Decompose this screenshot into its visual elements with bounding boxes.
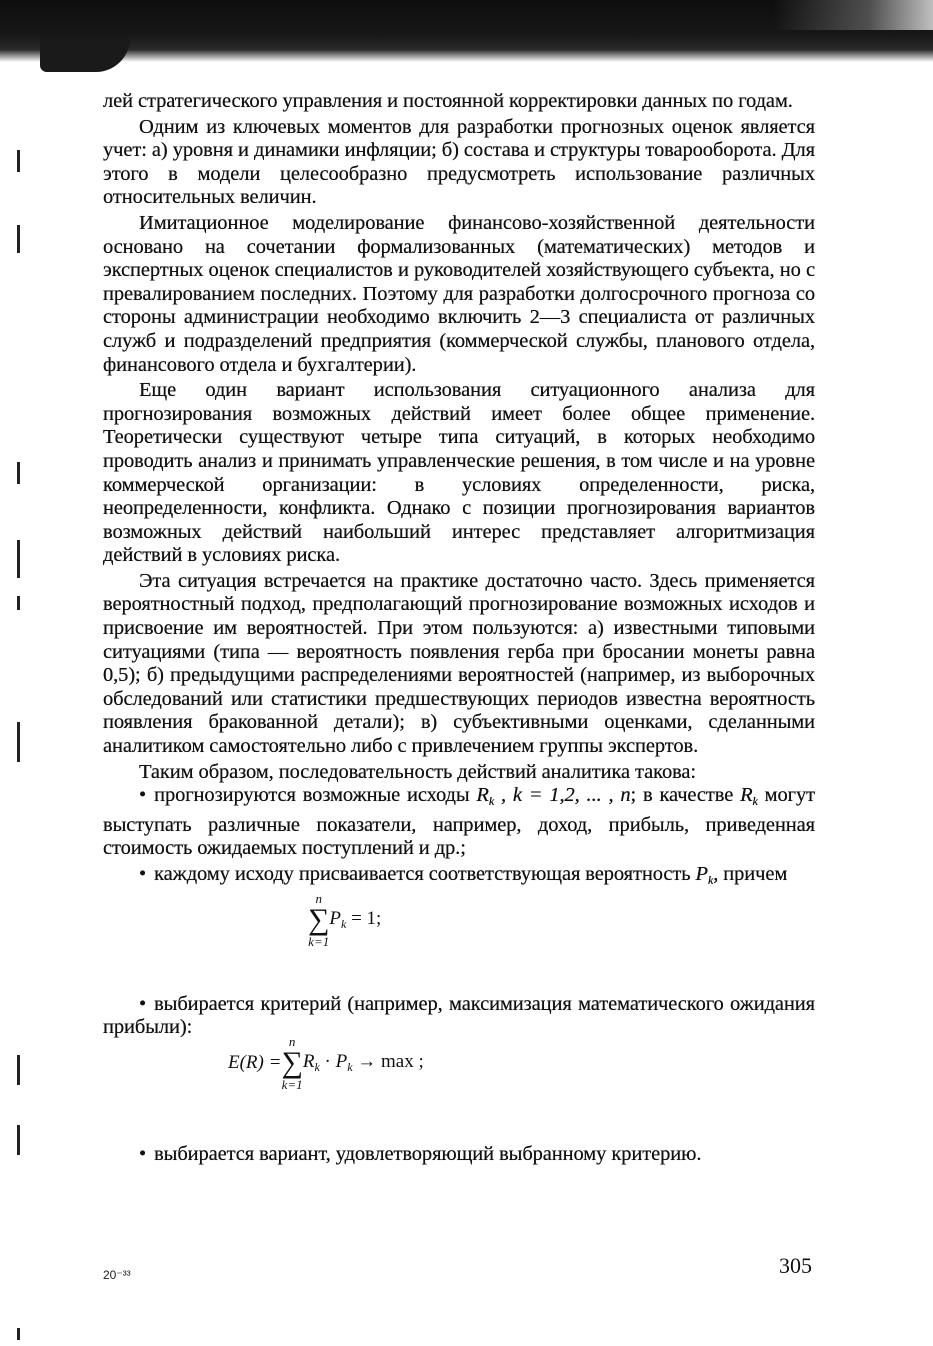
paragraph-sequence-intro: Таким образом, последовательность действий аналитика такова:: [139, 760, 697, 783]
page-number: 305: [779, 1253, 812, 1278]
bullet-text: прогнозируются возможные исходы: [154, 784, 477, 807]
margin-mark: [17, 150, 20, 172]
math-var: R: [740, 784, 753, 807]
math-sub: k: [341, 917, 347, 931]
sum-upper-limit: n: [315, 891, 322, 906]
margin-mark: [17, 462, 20, 484]
math-var: P: [335, 1051, 348, 1072]
sigma-symbol: ∑: [281, 1046, 303, 1079]
math-range: , k = 1,2, ... , n: [494, 784, 631, 807]
arrow-icon: →: [352, 1051, 382, 1072]
math-sub: k: [488, 794, 495, 809]
math-sub: k: [752, 794, 758, 809]
formula-term: [329, 908, 381, 932]
math-var: P: [695, 863, 708, 885]
formula-lhs: E(R) =: [228, 1052, 282, 1073]
formula1-space: [103, 893, 815, 993]
margin-mark: [17, 540, 20, 578]
math-sub: k: [347, 1060, 353, 1074]
margin-mark: [17, 225, 20, 253]
math-sub: k: [707, 873, 714, 887]
paragraph-situational-analysis: Еще один вариант использования ситуационного анализа для прогнозирования возможных действий имеет более общее применение. Теоретически существуют четыре типа ситуаций, в которых необходимо проводить анализ и принимать управленческие решения, в том числе и на уровне коммерческой организации: в условиях определенности, риска, неопределенности, конфликта. Однако с позиции прогнозирования вариантов возможных действий наибольший интерес представляет алгоритмизация действий в условиях риска.: [103, 379, 815, 567]
paragraph-inflation: Одним из ключевых моментов для разработки прогнозных оценок является учет: а) уровня и динамики инфляции; б) состава и структуры товарооборота. Для этого в модели целесообразно предусмотреть использование различных относительных величин.: [103, 115, 815, 209]
formula-expected-value: [228, 1035, 424, 1091]
bullet-text: , причем: [713, 863, 788, 885]
paragraph-simulation: Имитационное моделирование финансово-хозяйственной деятельности основано на сочетании формализованных (математических) методов и экспертных оценок специалистов и руководителей хозяйствующего субъекта, но с превалированием последних. Поэтому для разработки долгосрочного прогноза со стороны администрации необходимо включить 2—3 специалиста от различных служб и подразделений предприятия (коммерческой службы, планового отдела, финансового отдела и бухгалтерии).: [103, 211, 815, 376]
bullet-text: каждому исходу присваивается соответствующая вероятность: [154, 863, 696, 885]
formula-rhs: max ;: [381, 1051, 424, 1072]
formula2-space: [103, 1040, 815, 1143]
bullet-text: ; в качестве: [630, 784, 741, 807]
multiply-dot: ·: [319, 1051, 336, 1072]
bullet-criterion: • выбирается критерий (например, максимизация математического ожидания прибыли):: [103, 993, 815, 1040]
bullet-text: могут выступать различные показатели, например, доход, прибыль, приведенная стоимость ожидаемых поступлений и др.;: [103, 784, 815, 860]
formula-term: [303, 1051, 424, 1075]
sum-upper-limit: n: [288, 1034, 296, 1049]
math-var: P: [329, 908, 341, 929]
sum-lower-limit: k=1: [281, 1077, 303, 1092]
math-sub: k: [314, 1060, 320, 1074]
formula-probability-sum: [308, 892, 381, 948]
sum-operator: [308, 892, 329, 948]
paragraph-probabilistic-approach: Эта ситуация встречается на практике достаточно часто. Здесь применяется вероятностный подход, предполагающий прогнозирование возможных исходов и присвоение им вероятностей. При этом пользуются: а) известными типовыми ситуациями (типа — вероятность появления герба при бросании монеты равна 0,5); б) предыдущими распределениями вероятностей (например, из выборочных обследований или статистики предшествующих периодов известна вероятность появления бракованной детали); в) субъективными оценками, сделанными аналитиком самостоятельно либо с привлечением группы экспертов.: [103, 569, 815, 758]
math-var: R: [476, 784, 489, 807]
sum-operator: [281, 1035, 302, 1091]
scan-top-fade: [773, 0, 933, 30]
printer-signature: 20⁻³³: [103, 1268, 131, 1282]
paragraph-continuation: лей стратегического управления и постоянной корректировки данных по годам.: [103, 90, 793, 112]
margin-mark: [17, 1125, 20, 1155]
bullet-probabilities: [103, 863, 815, 893]
scan-top-notch: [40, 38, 130, 72]
formula-rhs: = 1;: [346, 908, 382, 929]
bullet-outcomes: [103, 784, 815, 861]
margin-mark: [17, 1055, 20, 1085]
page-body: [103, 90, 815, 1166]
margin-mark: [17, 722, 20, 762]
margin-mark: [17, 1328, 20, 1340]
sigma-symbol: ∑: [308, 903, 330, 936]
math-var: R: [302, 1051, 315, 1072]
margin-mark: [17, 596, 20, 610]
sum-lower-limit: k=1: [308, 934, 330, 949]
bullet-choice: • выбирается вариант, удовлетворяющий выбранному критерию.: [103, 1143, 815, 1167]
